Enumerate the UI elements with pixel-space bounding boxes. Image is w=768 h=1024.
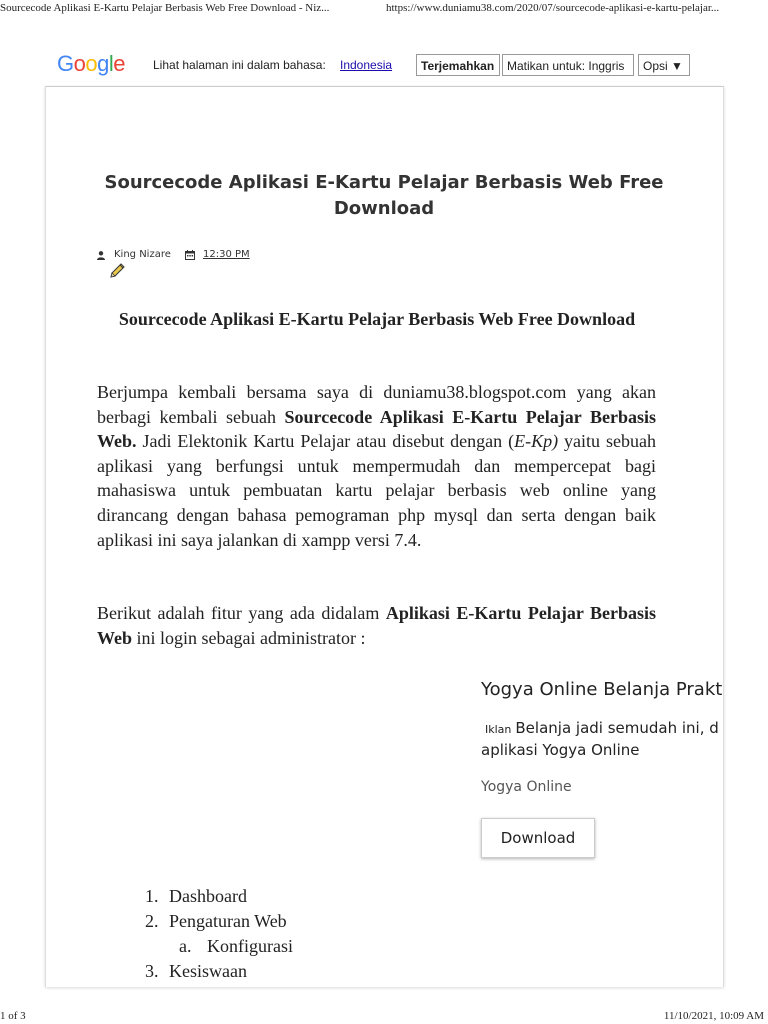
- print-page-title: Sourcecode Aplikasi E-Kartu Pelajar Berbasis Web Free Download - Niz...: [0, 2, 330, 14]
- google-logo: Google: [57, 51, 126, 76]
- post-title: Sourcecode Aplikasi E-Kartu Pelajar Berbasis Web Free Download: [104, 172, 664, 219]
- features-intro-paragraph: [97, 601, 656, 650]
- ad-badge: Iklan: [485, 723, 512, 736]
- intro-text-3: yaitu sebuah aplikasi yang berfungsi untuk mempermudah dan mempercepat bagi mahasiswa untuk pembuatan kartu pelajar berbasis web online yang dirancang dengan bahasa pemograman php mysql dan serta dengan baik aplikasi ini saya jalankan di xampp versi 7.4.: [97, 431, 656, 550]
- language-link[interactable]: Indonesia: [340, 58, 393, 72]
- list-number: 3.: [145, 961, 159, 981]
- ad-desc-line1: Belanja jadi semudah ini, d: [515, 719, 719, 737]
- ad-desc-line2: aplikasi Yogya Online: [481, 741, 640, 759]
- list-label: Dashboard: [169, 886, 247, 906]
- intro-paragraph: [97, 380, 656, 552]
- features-intro-text-2: ini login sebagai administrator :: [132, 627, 366, 648]
- features-intro-bold: Aplikasi E-Kartu Pelajar Berbasis Web: [97, 603, 656, 648]
- list-number: 1.: [145, 886, 159, 906]
- post-subtitle: Sourcecode Aplikasi E-Kartu Pelajar Berbasis Web Free Download: [118, 309, 636, 329]
- ad-download-button[interactable]: Download: [481, 818, 595, 858]
- list-number: a.: [179, 936, 192, 956]
- ad-description: [481, 718, 731, 761]
- translate-bar: [0, 48, 768, 84]
- ad-title[interactable]: Yogya Online Belanja Prakt: [481, 679, 723, 700]
- ad-brand: Yogya Online: [481, 779, 572, 795]
- list-number: 2.: [145, 911, 159, 931]
- list-label: Konfigurasi: [207, 936, 293, 956]
- translate-button[interactable]: Terjemahkan: [416, 54, 500, 76]
- feature-list: [145, 884, 293, 984]
- print-date: 11/10/2021, 10:09 AM: [663, 1010, 764, 1022]
- list-label: Pengaturan Web: [169, 911, 287, 931]
- intro-italic: E-Kp): [514, 431, 559, 452]
- intro-text-1: Berjumpa kembali bersama saya di duniamu38.blogspot.com yang akan berbagi kembali sebuah: [97, 382, 656, 427]
- ad-unit[interactable]: [481, 675, 731, 847]
- intro-text-2: Jadi Elektonik Kartu Pelajar atau disebut dengan (: [136, 431, 515, 452]
- page-count: 1 of 3: [0, 1010, 26, 1022]
- list-item: [145, 909, 293, 934]
- post-time[interactable]: 12:30 PM: [203, 249, 250, 260]
- edit-pencil-icon[interactable]: [108, 262, 126, 280]
- intro-bold: Sourcecode Aplikasi E-Kartu Pelajar Berbasis Web.: [97, 406, 656, 452]
- author-name[interactable]: King Nizare: [114, 249, 171, 260]
- user-icon: [97, 251, 105, 260]
- sub-list-item: [145, 934, 293, 959]
- print-page-url: https://www.duniamu38.com/2020/07/sourcecode-aplikasi-e-kartu-pelajar...: [386, 2, 720, 14]
- calendar-icon: [185, 250, 195, 260]
- options-button[interactable]: Opsi ▼: [638, 54, 690, 76]
- features-intro-text-1: Berikut adalah fitur yang ada didalam: [97, 603, 386, 623]
- turn-off-translate-button[interactable]: Matikan untuk: Inggris: [502, 54, 634, 76]
- list-label: Kesiswaan: [169, 961, 247, 981]
- print-header: [0, 0, 768, 18]
- list-item: [145, 884, 293, 909]
- translate-prompt: Lihat halaman ini dalam bahasa:: [153, 58, 326, 72]
- list-item: [145, 959, 293, 984]
